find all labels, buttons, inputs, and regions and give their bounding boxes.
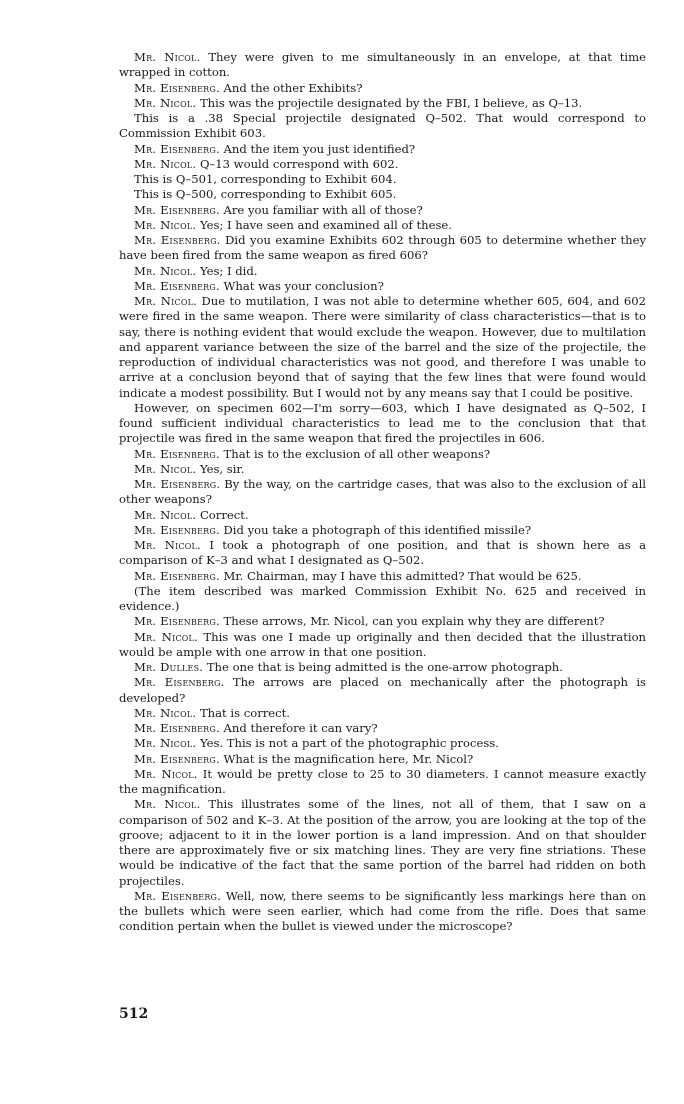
testimony-paragraph: [119, 142, 646, 157]
speaker-name: Mr. Nicol.: [134, 538, 201, 552]
speaker-name: Mr. Eisenberg.: [134, 675, 225, 690]
testimony-paragraph: [119, 706, 646, 721]
speaker-name: Mr. Eisenberg.: [134, 751, 220, 766]
speaker-name: Mr. Nicol.: [134, 294, 197, 308]
paragraph-text: What is the magnification here, Mr. Nicol?: [223, 751, 474, 766]
testimony-paragraph: [119, 477, 646, 508]
paragraph-text: Yes; I did.: [199, 263, 258, 278]
speaker-name: Mr. Eisenberg.: [134, 568, 220, 583]
paragraph-text: Are you familiar with all of those?: [223, 202, 423, 217]
paragraph-text: This was the projectile designated by the FBI, I believe, as Q–13.: [199, 95, 583, 110]
testimony-paragraph: [119, 721, 646, 736]
paragraph-text: By the way, on the cartridge cases, that was also to the exclusion of all other weapons?: [119, 477, 646, 507]
paragraph-text: Q–13 would correspond with 602.: [199, 156, 399, 171]
paragraph-text: Did you take a photograph of this identified missile?: [223, 522, 532, 537]
testimony-paragraph: [119, 508, 646, 523]
testimony-paragraph: [119, 462, 646, 477]
speaker-name: Mr. Nicol.: [134, 766, 198, 781]
testimony-paragraph: [119, 584, 646, 615]
testimony-paragraph: [119, 752, 646, 767]
testimony-paragraph: [119, 233, 646, 264]
paragraph-text: This is Q–500, corresponding to Exhibit 605.: [134, 187, 397, 202]
testimony-paragraph: [119, 447, 646, 462]
paragraph-text: Yes; I have seen and examined all of these.: [199, 217, 452, 232]
paragraph-text: And the other Exhibits?: [223, 80, 363, 95]
paragraph-text: Yes, sir.: [199, 461, 245, 476]
speaker-name: Mr. Nicol.: [134, 217, 197, 232]
testimony-paragraph: [119, 736, 646, 751]
paragraph-text: I took a photograph of one position, and that is shown here as a comparison of K–3 and what I designated as Q–502.: [119, 538, 647, 568]
paragraph-text: And the item you just identified?: [223, 141, 416, 156]
paragraph-text: Due to mutilation, I was not able to determine whether 605, 604, and 602 were fired in the same weapon. There were similarity of class characteristics—that is to say, there is nothing evident that would exclude the weapon. However, due to multilation and apparent variance between the size of the barrel and the size of the projectile, the reproduction of individual characteristics was not good, and therefore I was unable to arrive at a conclusion beyond that of saying that the few lines that were found would indicate a modest possibility. But I would not by any means say that I could be positive.: [119, 294, 646, 400]
paragraph-text: Yes. This is not a part of the photographic process.: [199, 736, 499, 751]
testimony-paragraph: [119, 675, 646, 706]
speaker-name: Mr. Eisenberg.: [134, 888, 222, 903]
paragraph-text: That is correct.: [199, 705, 290, 720]
paragraph-text: This was one I made up originally and then decided that the illustration would be ample with one arrow in that one position.: [119, 629, 647, 659]
speaker-name: Mr. Nicol.: [134, 736, 197, 751]
testimony-page: [119, 50, 646, 935]
paragraph-text: Well, now, there seems to be significantly less markings here than on the bullets which were seen earlier, which had come from the rifle. Does that same condition pertain when the bullet is viewed under the microscope?: [119, 888, 647, 934]
speaker-name: Mr. Nicol.: [134, 156, 197, 171]
testimony-paragraph: [119, 218, 646, 233]
testimony-paragraph: [119, 660, 646, 675]
testimony-paragraph: [119, 294, 646, 401]
paragraph-text: Correct.: [199, 507, 249, 522]
speaker-name: Mr. Eisenberg.: [134, 278, 220, 293]
speaker-name: Mr. Eisenberg.: [134, 233, 221, 247]
paragraph-text: (The item described was marked Commission Exhibit No. 625 and received in evidence.): [119, 583, 646, 613]
speaker-name: Mr. Dulles.: [134, 660, 204, 674]
speaker-name: Mr. Nicol.: [134, 461, 197, 476]
testimony-paragraph: [119, 96, 646, 111]
speaker-name: Mr. Nicol.: [134, 95, 197, 110]
testimony-paragraph: [119, 187, 646, 202]
testimony-paragraph: [119, 538, 646, 569]
paragraph-text: The one that is being admitted is the one-arrow photograph.: [206, 660, 563, 674]
testimony-paragraph: [119, 614, 646, 629]
testimony-paragraph: [119, 767, 646, 798]
speaker-name: Mr. Nicol.: [134, 797, 201, 812]
speaker-name: Mr. Eisenberg.: [134, 721, 220, 735]
paragraph-text: What was your conclusion?: [223, 278, 384, 293]
testimony-paragraph: [119, 523, 646, 538]
testimony-paragraph: [119, 111, 646, 142]
speaker-name: Mr. Eisenberg.: [134, 141, 220, 156]
testimony-paragraph: [119, 264, 646, 279]
speaker-name: Mr. Eisenberg.: [134, 614, 220, 629]
paragraph-text: They were given to me simultaneously in an envelope, at that time wrapped in cotton.: [119, 50, 646, 80]
speaker-name: Mr. Nicol.: [134, 629, 198, 644]
testimony-paragraph: [119, 81, 646, 96]
paragraph-text: However, on specimen 602—I'm sorry—603, which I have designated as Q–502, I found sufficient individual characteristics to lead me to the conclusion that that projectile was fired in the same weapon that fired the projectiles in 606.: [119, 400, 646, 446]
paragraph-text: The arrows are placed on mechanically after the photograph is developed?: [119, 675, 646, 705]
page-number: 512: [119, 1006, 149, 1022]
paragraph-text: These arrows, Mr. Nicol, can you explain why they are different?: [223, 614, 605, 629]
paragraph-text: This is Q–501, corresponding to Exhibit 604.: [134, 172, 397, 186]
testimony-paragraph: [119, 50, 646, 81]
paragraph-text: This illustrates some of the lines, not all of them, that I saw on a comparison of 502 and K–3. At the position of the arrow, you are looking at the top of the groove; adjacent to it in the lower portion is a land impression. And on that shoulder there are approximately five or six matching lines. They are very fine striations. These would be indicative of the fact that the same portion of the barrel had ridden on both projectiles.: [119, 797, 646, 888]
speaker-name: Mr. Eisenberg.: [134, 80, 220, 95]
speaker-name: Mr. Eisenberg.: [134, 477, 221, 491]
testimony-paragraph: [119, 203, 646, 218]
testimony-paragraph: [119, 797, 646, 889]
paragraph-text: It would be pretty close to 25 to 30 diameters. I cannot measure exactly the magnification.: [119, 766, 647, 796]
paragraph-text: This is a .38 Special projectile designated Q–502. That would correspond to Commission Exhibit 603.: [119, 111, 646, 141]
speaker-name: Mr. Nicol.: [134, 263, 197, 278]
testimony-paragraph: [119, 172, 646, 187]
speaker-name: Mr. Nicol.: [134, 507, 197, 522]
paragraph-text: That is to the exclusion of all other weapons?: [223, 446, 491, 461]
testimony-paragraph: [119, 401, 646, 447]
testimony-paragraph: [119, 630, 646, 661]
testimony-paragraph: [119, 157, 646, 172]
testimony-paragraph: [119, 279, 646, 294]
speaker-name: Mr. Nicol.: [134, 705, 197, 720]
testimony-paragraph: [119, 889, 646, 935]
paragraph-text: And therefore it can vary?: [223, 721, 378, 735]
speaker-name: Mr. Eisenberg.: [134, 202, 220, 217]
paragraph-text: Did you examine Exhibits 602 through 605 to determine whether they have been fired from the same weapon as fired 606?: [119, 233, 647, 263]
speaker-name: Mr. Nicol.: [134, 50, 201, 64]
testimony-paragraph: [119, 569, 646, 584]
speaker-name: Mr. Eisenberg.: [134, 446, 220, 461]
speaker-name: Mr. Eisenberg.: [134, 522, 220, 537]
paragraph-text: Mr. Chairman, may I have this admitted? That would be 625.: [223, 568, 582, 583]
